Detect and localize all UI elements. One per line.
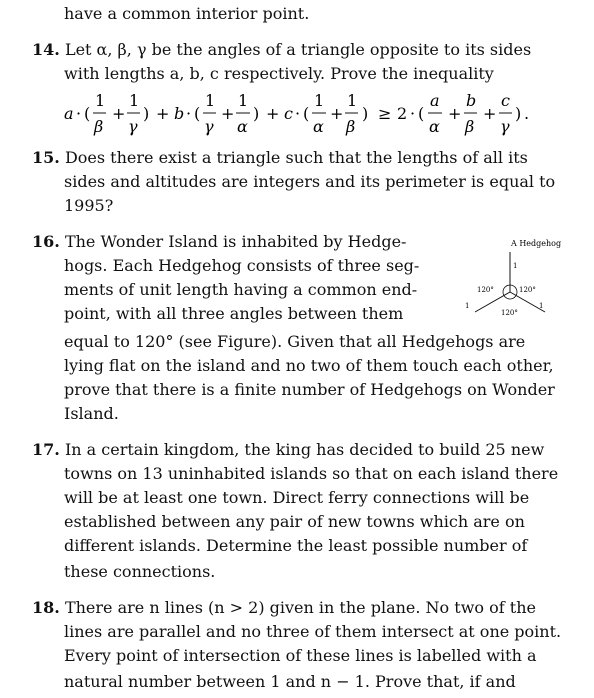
svg-text:+: +: [156, 104, 170, 123]
problem-15-line: 15. Does there exist a triangle such that the lengths of all its: [32, 148, 528, 167]
text-line: sides and altitudes are integers and its perimeter is equal to: [64, 172, 556, 191]
svg-text:·: ·: [295, 104, 301, 123]
svg-text:c: c: [284, 104, 293, 123]
svg-text:c: c: [501, 91, 510, 110]
svg-text:1: 1: [95, 91, 106, 110]
svg-text:≥: ≥: [378, 104, 392, 123]
text-line: lying flat on the island and no two of them touch each other,: [64, 356, 554, 375]
svg-text:α: α: [313, 117, 324, 136]
svg-text:+: +: [112, 104, 126, 123]
svg-text:+: +: [330, 104, 344, 123]
svg-text:+: +: [266, 104, 280, 123]
text-line: will be at least one town. Direct ferry connections will be: [64, 488, 530, 507]
problem-17-line: 17. In a certain kingdom, the king has decided to build 25 new: [32, 440, 545, 459]
svg-text:1: 1: [465, 302, 470, 310]
svg-text:1: 1: [513, 262, 518, 270]
svg-text:·: ·: [76, 104, 82, 123]
figure-title: A Hedgehog: [511, 239, 562, 248]
text-line: with lengths a, b, c respectively. Prove the inequality: [64, 64, 494, 83]
svg-text:+: +: [448, 104, 462, 123]
svg-text:+: +: [221, 104, 235, 123]
problem-number: 14.: [32, 40, 60, 59]
svg-text:): ): [253, 104, 260, 123]
svg-text:2: 2: [397, 104, 408, 123]
svg-text:(: (: [84, 104, 91, 123]
svg-text:): ): [143, 104, 150, 123]
svg-text:): ): [515, 104, 522, 123]
text-line: 1995?: [64, 196, 114, 215]
hedgehog-figure: [455, 232, 594, 342]
svg-text:1: 1: [129, 91, 140, 110]
svg-text:a: a: [64, 104, 74, 123]
svg-text:β: β: [94, 117, 104, 136]
svg-text:·: ·: [186, 104, 192, 123]
svg-text:b: b: [466, 91, 477, 110]
svg-text:γ: γ: [128, 117, 138, 136]
text-line: Every point of intersection of these lines is labelled with a: [64, 646, 537, 665]
text-line: have a common interior point.: [64, 4, 310, 23]
svg-text:α: α: [237, 117, 248, 136]
svg-text:a: a: [430, 91, 440, 110]
text-line: these connections.: [64, 562, 216, 581]
svg-text:1: 1: [205, 91, 216, 110]
svg-text:.: .: [524, 104, 530, 123]
text-line: ments of unit length having a common end-: [64, 280, 418, 299]
svg-text:b: b: [174, 104, 185, 123]
problem-number: 15.: [32, 148, 60, 167]
text-line: Island.: [64, 404, 119, 423]
svg-text:(: (: [418, 104, 425, 123]
text-line: lines are parallel and no three of them intersect at one point.: [64, 622, 562, 641]
text-line: natural number between 1 and n − 1. Prove that, if and: [64, 672, 516, 691]
problem-number: 16.: [32, 232, 60, 251]
text-line: prove that there is a finite number of Hedgehogs on Wonder: [64, 380, 555, 399]
svg-text:β: β: [346, 117, 356, 136]
problem-number: 18.: [32, 598, 60, 617]
problem-18-line: 18. There are n lines (n > 2) given in the plane. No two of the: [32, 598, 536, 617]
svg-text:·: ·: [410, 104, 416, 123]
text-line: towns on 13 uninhabited islands so that on each island there: [64, 464, 559, 483]
svg-text:γ: γ: [204, 117, 214, 136]
svg-text:α: α: [429, 117, 440, 136]
svg-text:): ): [362, 104, 369, 123]
svg-text:120°: 120°: [519, 286, 536, 294]
svg-text:1: 1: [314, 91, 325, 110]
svg-text:120°: 120°: [477, 286, 494, 294]
svg-text:1: 1: [238, 91, 249, 110]
text-line: different islands. Determine the least possible number of: [64, 536, 528, 555]
problem-16-line: 16. The Wonder Island is inhabited by Hedge-: [32, 232, 407, 251]
svg-text:120°: 120°: [501, 309, 518, 317]
problem-14-line: 14. Let α, β, γ be the angles of a triangle opposite to its sides: [32, 40, 532, 59]
svg-text:1: 1: [347, 91, 358, 110]
svg-text:(: (: [303, 104, 310, 123]
inequality-formula: [64, 86, 564, 142]
svg-text:β: β: [465, 117, 475, 136]
svg-text:γ: γ: [500, 117, 510, 136]
text-line: equal to 120° (see Figure). Given that all Hedgehogs are: [64, 332, 526, 351]
text-line: established between any pair of new towns which are on: [64, 512, 525, 531]
svg-text:1: 1: [539, 302, 544, 310]
text-line: point, with all three angles between them: [64, 304, 404, 323]
problem-number: 17.: [32, 440, 60, 459]
text-line: hogs. Each Hedgehog consists of three seg-: [64, 256, 420, 275]
svg-text:+: +: [483, 104, 497, 123]
svg-text:(: (: [194, 104, 201, 123]
